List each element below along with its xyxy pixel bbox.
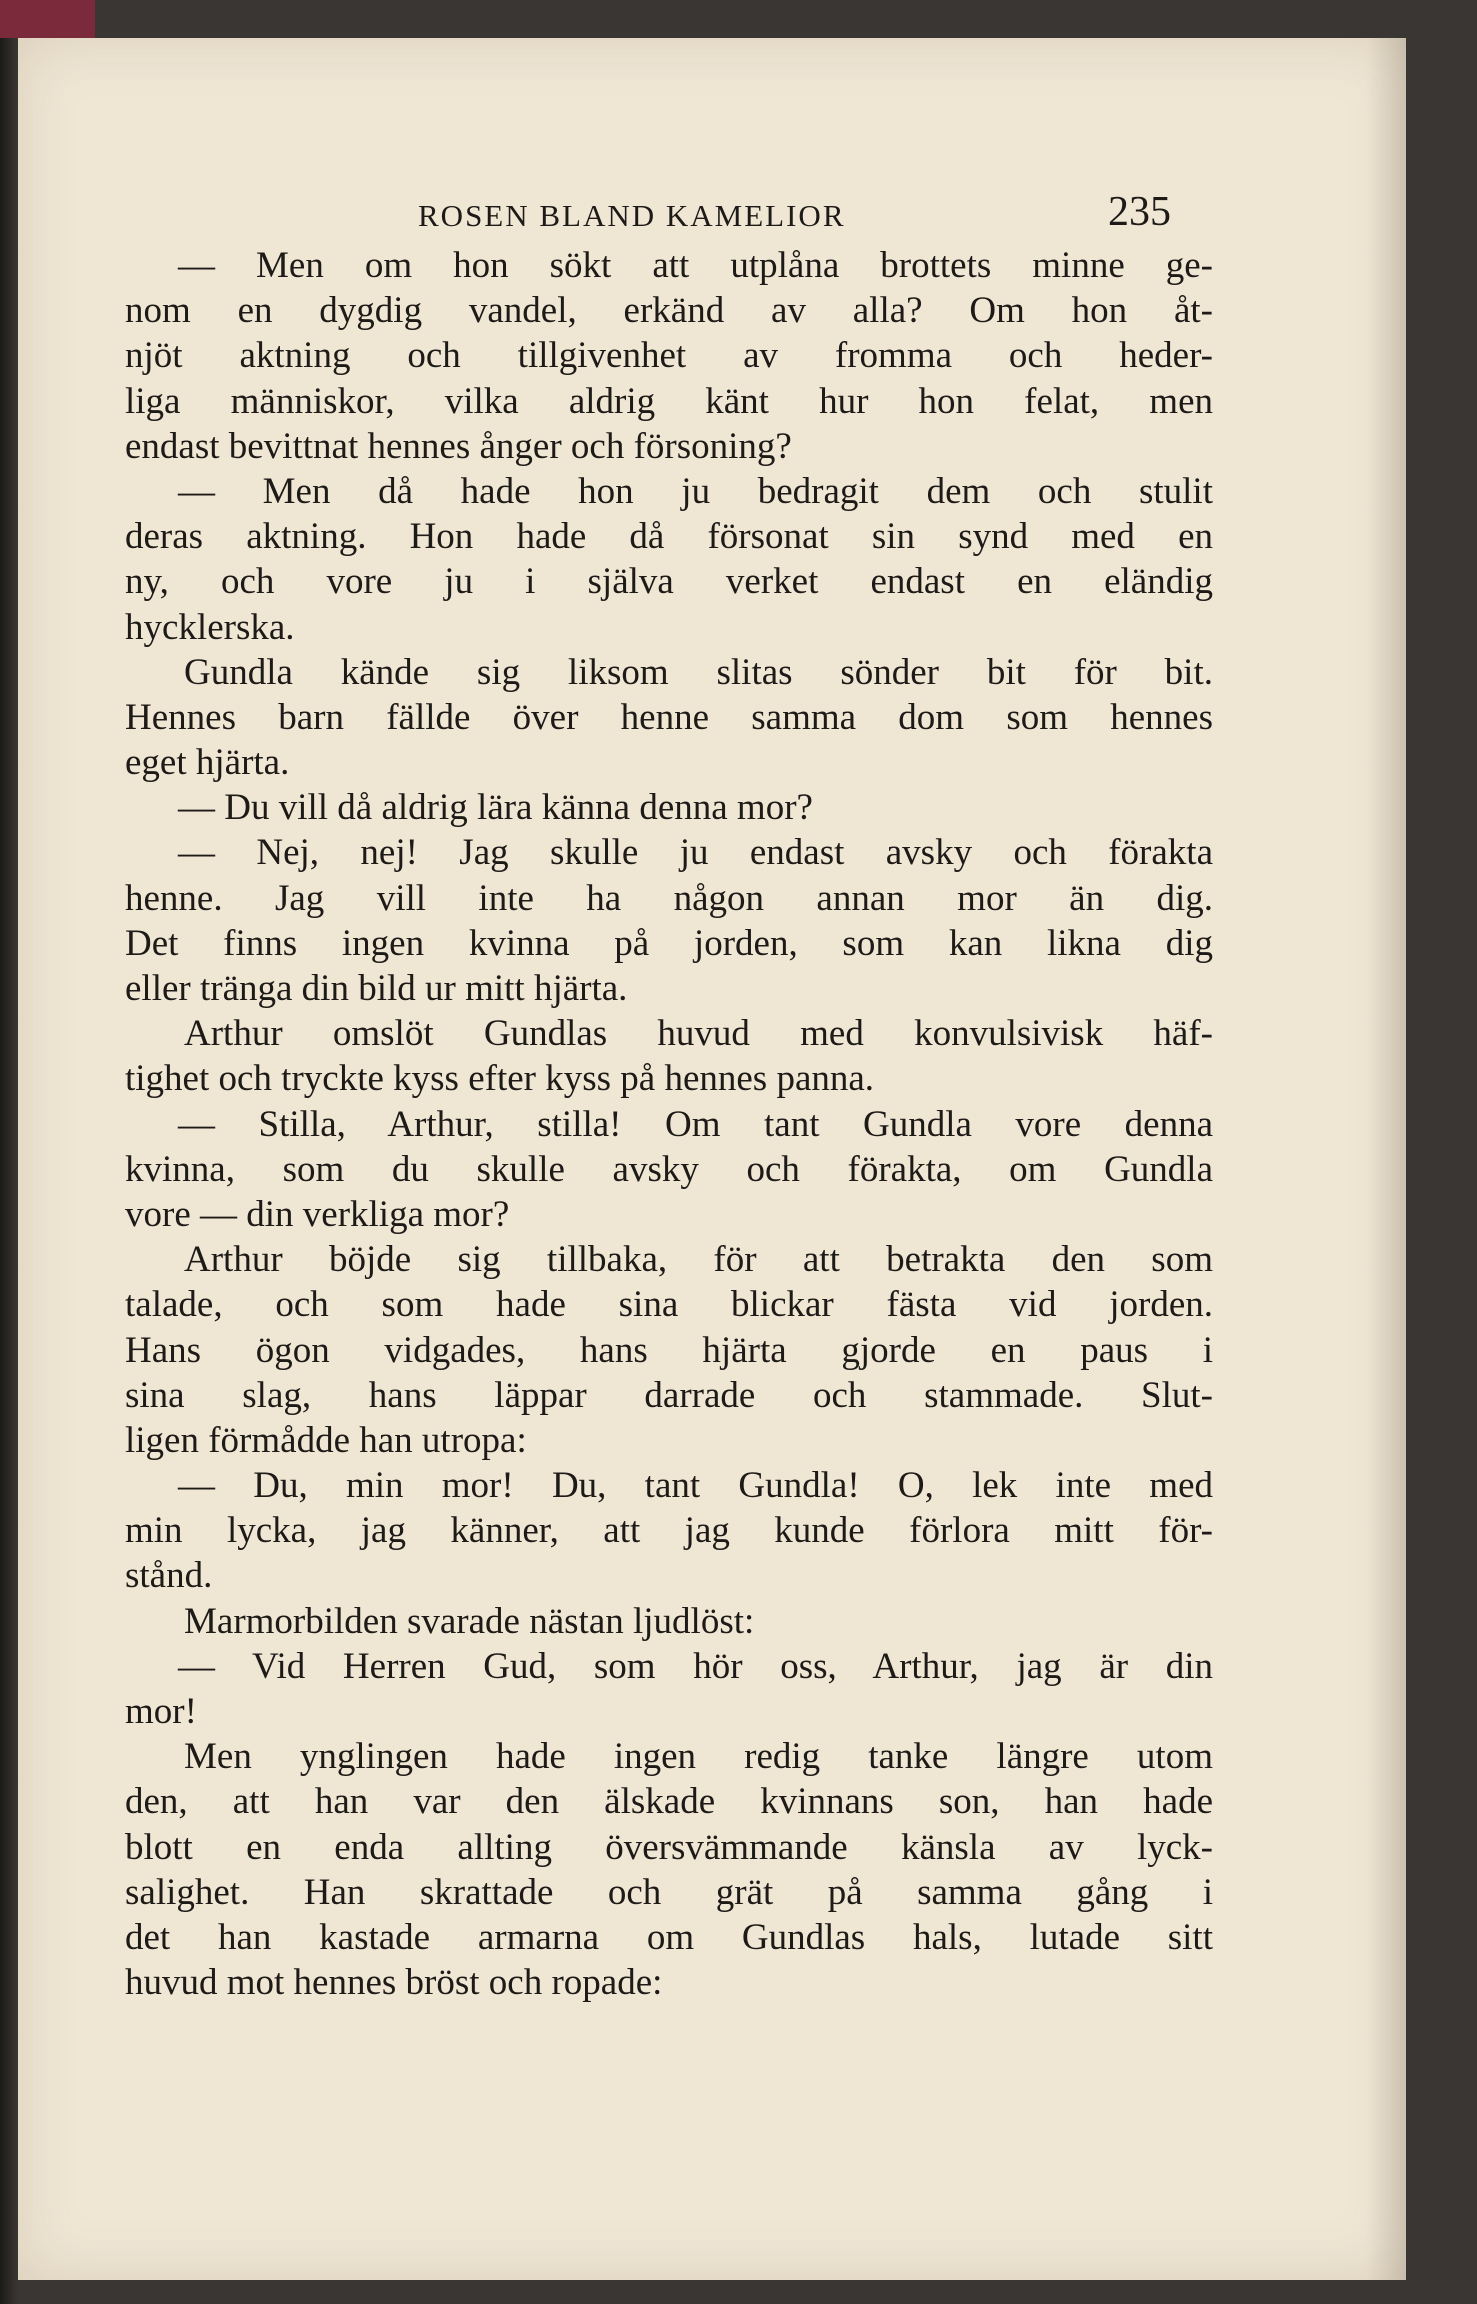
text-line: tighet och tryckte kyss efter kyss på hennes panna.: [125, 1058, 875, 1100]
text-line: den, att han var den älskade kvinnans son, han hade: [125, 1781, 1213, 1823]
text-line: talade, och som hade sina blickar fästa vid jorden.: [125, 1284, 1213, 1326]
page-header: [18, 178, 1406, 238]
text-line: — Du vill då aldrig lära känna denna mor?: [178, 787, 813, 829]
text-line: — Men då hade hon ju bedragit dem och stulit: [178, 470, 1213, 512]
text-line: ligen förmådde han utropa:: [125, 1419, 527, 1461]
text-line: endast bevittnat hennes ånger och försoning?: [125, 425, 792, 467]
book-edge: [0, 0, 18, 2304]
text-line: Arthur omslöt Gundlas huvud med konvulsivisk häf-: [184, 1013, 1213, 1055]
text-line: Marmorbilden svarade nästan ljudlöst:: [184, 1600, 755, 1642]
text-line: Arthur böjde sig tillbaka, för att betrakta den som: [184, 1239, 1213, 1281]
text-line: — Vid Herren Gud, som hör oss, Arthur, jag är din: [178, 1645, 1213, 1687]
text-line: — Men om hon sökt att utplåna brottets minne ge-: [178, 245, 1213, 286]
text-line: sina slag, hans läppar darrade och stammade. Slut-: [125, 1374, 1213, 1416]
body-text: [125, 243, 1213, 2005]
text-line: stånd.: [125, 1555, 213, 1597]
text-line: vore — din verkliga mor?: [125, 1193, 510, 1235]
running-title: ROSEN BLAND KAMELIOR: [418, 198, 846, 233]
text-line: eget hjärta.: [125, 742, 290, 784]
text-line: kvinna, som du skulle avsky och förakta, om Gundla: [125, 1148, 1213, 1190]
text-line: hycklerska.: [125, 606, 295, 648]
text-line: blott en enda allting översvämmande känsla av lyck-: [125, 1826, 1213, 1868]
text-line: — Stilla, Arthur, stilla! Om tant Gundla vore denna: [178, 1103, 1213, 1145]
text-line: eller tränga din bild ur mitt hjärta.: [125, 968, 628, 1009]
text-line: Det finns ingen kvinna på jorden, som kan likna dig: [125, 922, 1213, 964]
text-line: — Nej, nej! Jag skulle ju endast avsky och förakta: [178, 832, 1213, 874]
text-line: njöt aktning och tillgivenhet av fromma och heder-: [125, 335, 1213, 377]
text-line: liga människor, vilka aldrig känt hur hon felat, men: [125, 380, 1213, 422]
book-page: [18, 38, 1406, 2280]
text-line: — Du, min mor! Du, tant Gundla! O, lek inte med: [178, 1465, 1213, 1507]
text-line: nom en dygdig vandel, erkänd av alla? Om hon åt-: [125, 290, 1213, 332]
cover-corner: [0, 0, 95, 38]
text-line: ny, och vore ju i själva verket endast en eländig: [125, 561, 1213, 603]
text-line: Gundla kände sig liksom slitas sönder bit för bit.: [184, 651, 1213, 693]
text-line: det han kastade armarna om Gundlas hals, lutade sitt: [125, 1916, 1213, 1958]
text-line: Hans ögon vidgades, hans hjärta gjorde en paus i: [125, 1329, 1213, 1371]
text-line: deras aktning. Hon hade då försonat sin synd med en: [125, 516, 1213, 558]
text-line: salighet. Han skrattade och grät på samma gång i: [125, 1871, 1213, 1913]
text-line: Men ynglingen hade ingen redig tanke längre utom: [184, 1736, 1213, 1778]
page-number: 235: [1108, 189, 1171, 235]
text-line: mor!: [125, 1691, 197, 1732]
text-line: huvud mot hennes bröst och ropade:: [125, 1962, 663, 2004]
text-line: min lycka, jag känner, att jag kunde förlora mitt för-: [125, 1510, 1213, 1552]
page-shadow: [1366, 38, 1406, 2280]
text-line: henne. Jag vill inte ha någon annan mor än dig.: [125, 877, 1213, 919]
text-line: Hennes barn fällde över henne samma dom som hennes: [125, 696, 1213, 738]
